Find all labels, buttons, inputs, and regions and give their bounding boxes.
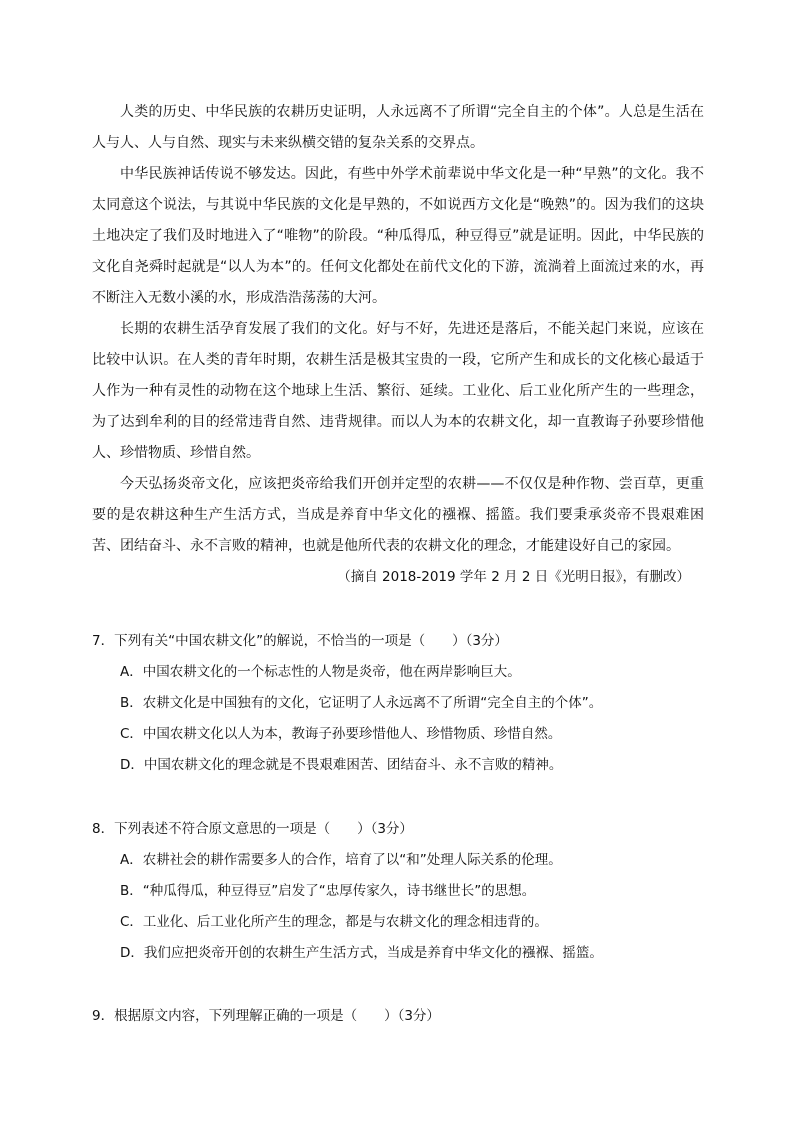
question-9 <box>92 1001 704 1032</box>
option-b: B．“种瓜得瓜，种豆得豆”启发了“忠厚传家久，诗书继世长”的思想。 <box>120 883 536 899</box>
option-a: A．农耕社会的耕作需要多人的合作，培育了以“和”处理人际关系的伦理。 <box>120 852 562 868</box>
option-b: B．农耕文化是中国独有的文化，它证明了人永远离不了所谓“完全自主的个体”。 <box>120 695 603 711</box>
option-a: A．中国农耕文化的一个标志性的人物是炎帝，他在两岸影响巨大。 <box>120 664 521 680</box>
passage-paragraph-4: 今天弘扬炎帝文化，应该把炎帝给我们开创并定型的农耕——不仅仅是种作物、尝百草，更重要的是农耕这种生产生活方式，当成是养育中华文化的襁褓、摇篮。我们要秉承炎帝不畏艰难困苦、团结奋斗、永不言败的精神，也就是他所代表的农耕文化的理念，才能建设好自己的家园。 <box>92 476 704 554</box>
passage-paragraph-3: 长期的农耕生活孕育发展了我们的文化。好与不好，先进还是落后，不能关起门来说，应该在比较中认识。在人类的青年时期，农耕生活是极其宝贵的一段，它所产生和成长的文化核心最适于人作为一种有灵性的动物在这个地球上生活、繁衍、延续。工业化、后工业化所产生的一些理念，为了达到牟利的目的经常违背自然、违背规律。而以人为本的农耕文化，却一直教诲子孙要珍惜他人、珍惜物质、珍惜自然。 <box>92 321 704 461</box>
option-d: D．中国农耕文化的理念就是不畏艰难困苦、团结奋斗、永不言败的精神。 <box>120 757 563 773</box>
reading-passage <box>92 97 704 593</box>
question-stem: 7．下列有关“中国农耕文化”的解说，不恰当的一项是（ ）（3分） <box>92 633 508 649</box>
option-c: C．中国农耕文化以人为本，教诲子孙要珍惜他人、珍惜物质、珍惜自然。 <box>120 726 562 742</box>
question-stem: 9．根据原文内容，下列理解正确的一项是（ ）（3分） <box>92 1008 440 1024</box>
passage-source: （摘自 2018-2019 学年 2 月 2 日《光明日报》，有删改） <box>337 569 690 585</box>
passage-paragraph-1: 人类的历史、中华民族的农耕历史证明，人永远离不了所谓“完全自主的个体”。人总是生活在人与人、人与自然、现实与未来纵横交错的复杂关系的交界点。 <box>92 104 704 151</box>
passage-paragraph-2: 中华民族神话传说不够发达。因此，有些中外学术前辈说中华文化是一种“早熟”的文化。我不太同意这个说法，与其说中华民族的文化是早熟的，不如说西方文化是“晚熟”的。因为我们的这块土地决定了我们及时地进入了“唯物”的阶段。“种瓜得瓜，种豆得豆”就是证明。因此，中华民族的文化自尧舜时起就是“以人为本”的。任何文化都处在前代文化的下游，流淌着上面流过来的水，再不断注入无数小溪的水，形成浩浩荡荡的大河。 <box>92 166 704 306</box>
question-stem: 8．下列表述不符合原文意思的一项是（ ）（3分） <box>92 821 413 837</box>
option-d: D．我们应把炎帝开创的农耕生产生活方式，当成是养育中华文化的襁褓、摇篮。 <box>120 945 603 961</box>
question-8 <box>92 814 704 969</box>
option-c: C．工业化、后工业化所产生的理念，都是与农耕文化的理念相违背的。 <box>120 914 548 930</box>
question-7 <box>92 626 704 781</box>
